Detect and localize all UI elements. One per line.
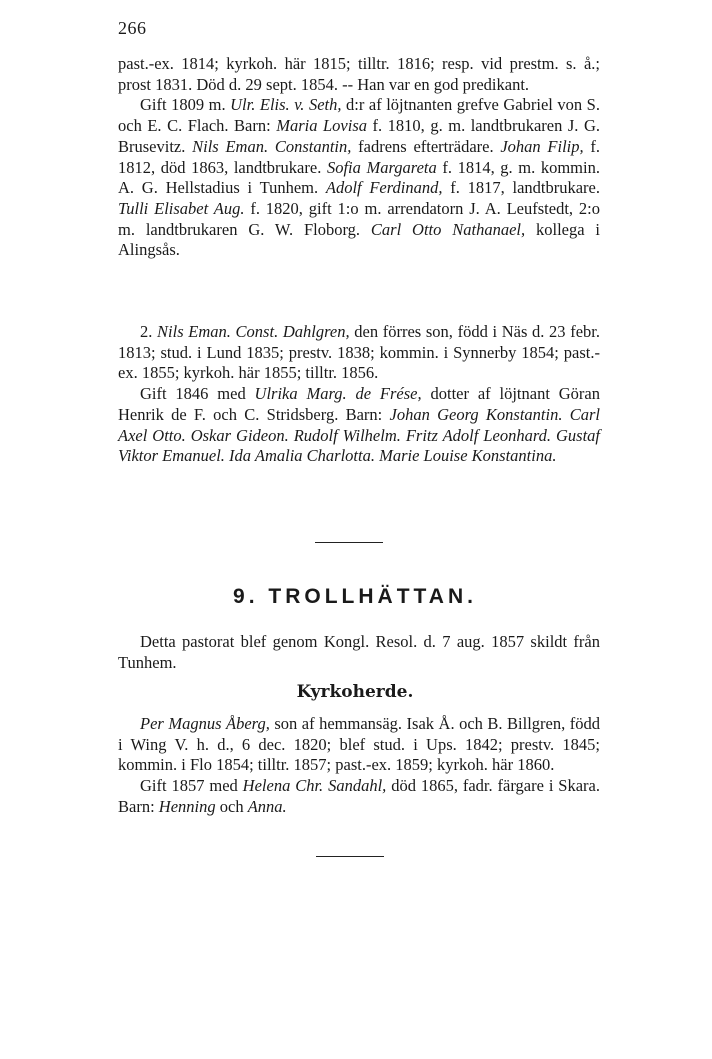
text-run: kollega i Alingsås. xyxy=(118,219,601,260)
entry-3 xyxy=(118,714,600,818)
child-name: Tulli Elisabet Aug. xyxy=(118,198,245,218)
text-run: f. 1820, gift 1:o m. arrendatorn J. A. Leufstedt, 2:o m. landtbrukaren G. W. Floborg. xyxy=(118,198,600,239)
entry-1-career xyxy=(118,54,600,95)
entry-3-family xyxy=(118,776,600,817)
text-run: son af hemmansäg. Isak Å. och B. Billgren, född i Wing V. h. d., 6 dec. 1820; blef stud. i Ups. 1842; prestv. 1845; kommin. i Flo 1854; tilltr. 1857; past.-ex. 1859; kyrkoh. här 1860. xyxy=(118,714,600,775)
spouse-name: Helena Chr. Sandahl, xyxy=(242,776,387,796)
entry-1 xyxy=(118,54,600,261)
text-run: past.-ex. 1814; kyrkoh. här 1815; tilltr. 1816; resp. vid prestm. s. å.; prost 1831. Död d. 29 sept. 1854. -- Han var en god predikant. xyxy=(118,54,600,94)
children-names: Johan Georg Konstantin. Carl Axel Otto. Oskar Gideon. Rudolf Wilhelm. Fritz Adolf Leonhard. Gustaf Viktor Emanuel. Ida Amalia Charlotta. Marie Louise Konstantina. xyxy=(118,404,601,466)
entry-2-career xyxy=(118,322,600,384)
text-run: d:r af löjtnanten grefve Gabriel von S. och E. C. Flach. Barn: xyxy=(118,95,600,136)
end-divider xyxy=(316,856,384,857)
child-name: Maria Lovisa xyxy=(276,116,368,136)
person-name: Nils Eman. Const. Dahlgren, xyxy=(157,322,350,341)
person-name: Per Magnus Åberg, xyxy=(140,714,270,733)
child-name: Anna. xyxy=(247,796,287,816)
section-intro-block xyxy=(118,632,600,673)
spouse-name: Ulrika Marg. de Frése, xyxy=(254,384,422,404)
entry-2-family xyxy=(118,384,600,467)
section-title: 9. TROLLHÄTTAN. xyxy=(233,585,477,608)
entry-3-career xyxy=(118,714,600,776)
child-name: Johan Filip, xyxy=(500,136,584,156)
text-run: död 1865, fadr. färgare i Skara. Barn: xyxy=(118,776,600,816)
text-run: Gift 1809 m. xyxy=(140,95,231,115)
child-name: Henning xyxy=(158,796,216,816)
spouse-name: Ulr. Elis. v. Seth, xyxy=(230,95,342,115)
child-name: Adolf Ferdinand, xyxy=(325,178,443,198)
page-number: 266 xyxy=(118,18,147,38)
entry-2 xyxy=(118,322,600,467)
entry-number: 2. xyxy=(140,322,158,341)
child-name: Nils Eman. Constantin, xyxy=(192,136,352,156)
entry-1-family xyxy=(118,95,600,261)
text-run: Gift 1857 med xyxy=(140,776,243,796)
text-run: f. 1814, g. m. kommin. A. G. Hellstadius i Tunhem. xyxy=(118,157,600,198)
text-run: Gift 1846 med xyxy=(140,384,255,404)
text-run: och xyxy=(215,796,248,816)
text-run: f. 1812, död 1863, landtbrukare. xyxy=(118,136,600,177)
section-divider xyxy=(315,542,383,543)
sub-heading: Kyrkoherde. xyxy=(296,682,414,702)
text-run: f. 1810, g. m. landtbrukaren J. G. Brusevitz. xyxy=(118,116,600,156)
text-run: den förres son, född i Näs d. 23 febr. 1813; stud. i Lund 1835; prestv. 1838; kommin. i Synnerby 1854; past.-ex. 1855; kyrkoh. här 1855; tilltr. 1856. xyxy=(118,322,600,383)
child-name: Sofia Margareta xyxy=(326,157,437,177)
text-run: dotter af löjtnant Göran Henrik de F. och C. Stridsberg. Barn: xyxy=(118,384,600,424)
text-run: fadrens efterträdare. xyxy=(351,136,501,156)
child-name: Carl Otto Nathanael, xyxy=(370,219,526,239)
text-run: f. 1817, landtbrukare. xyxy=(442,178,601,198)
section-intro: Detta pastorat blef genom Kongl. Resol. d. 7 aug. 1857 skildt från Tunhem. xyxy=(118,632,600,672)
